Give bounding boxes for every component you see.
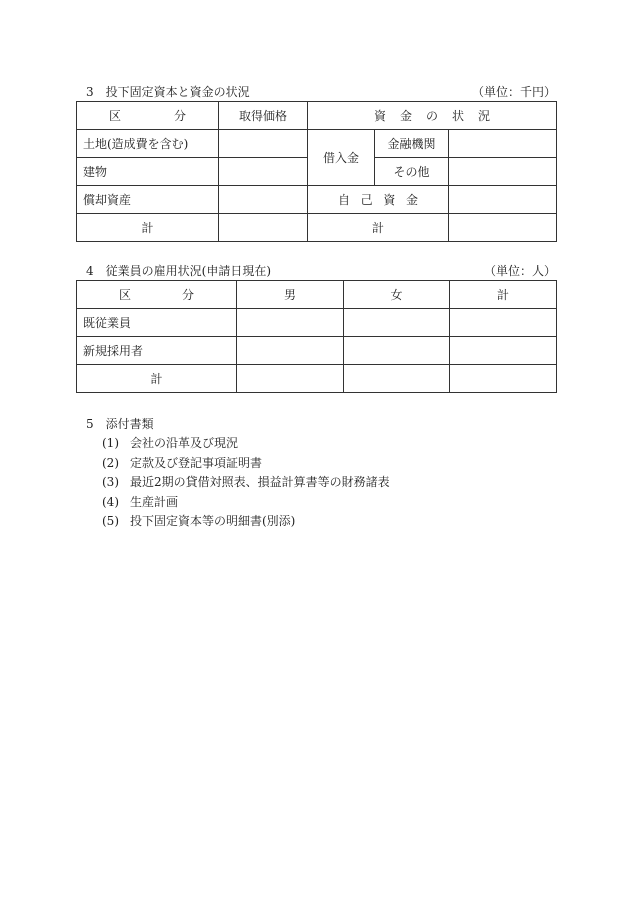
header-funds-char: 資 xyxy=(374,109,387,123)
other-loans-label: その他 xyxy=(375,158,449,186)
item-number: (3) xyxy=(102,475,119,489)
table-row xyxy=(77,130,557,158)
cell-land-price[interactable] xyxy=(219,130,308,158)
item-text: 会社の沿革及び現況 xyxy=(130,436,239,450)
section3-unit: （単位：千円） xyxy=(471,85,556,99)
cell-financial-institution-amount[interactable] xyxy=(449,130,557,158)
list-item xyxy=(102,434,390,454)
table-row xyxy=(77,186,557,214)
cell-own-funds-amount[interactable] xyxy=(449,186,557,214)
section5-title: 5 添付書類 xyxy=(86,417,154,431)
table-row xyxy=(77,281,557,309)
cell-existing-total[interactable] xyxy=(450,309,557,337)
section4-header xyxy=(86,262,556,280)
employment-table xyxy=(76,280,557,393)
cell-new-hires-total[interactable] xyxy=(450,337,557,365)
cell-funds-total-amount[interactable] xyxy=(449,214,557,242)
item-text: 生産計画 xyxy=(130,494,179,509)
own-funds-char: 金 xyxy=(405,193,418,207)
table-row xyxy=(77,102,557,130)
row-label-existing: 既従業員 xyxy=(77,309,237,337)
cell-existing-female[interactable] xyxy=(344,309,450,337)
header-acquisition-price: 取得価格 xyxy=(219,102,308,130)
item-text: 最近2期の貸借対照表、損益計算書等の財務諸表 xyxy=(130,475,390,489)
header-male: 男 xyxy=(237,281,344,309)
header-kubun-1: 区 xyxy=(119,288,132,302)
own-funds-char: 自 xyxy=(338,193,351,207)
item-number: (2) xyxy=(102,455,119,470)
loans-label: 借入金 xyxy=(308,130,375,186)
table-row xyxy=(77,337,557,365)
attachments-section xyxy=(86,414,390,532)
capital-funds-table xyxy=(76,101,557,242)
row-label-building: 建物 xyxy=(77,158,219,186)
header-kubun-2: 分 xyxy=(173,109,186,123)
section4-title: 4 従業員の雇用状況(申請日現在) xyxy=(86,264,271,278)
item-text: 定款及び登記事項証明書 xyxy=(130,455,263,470)
item-number: (5) xyxy=(102,514,119,528)
table-row xyxy=(77,214,557,242)
cell-building-price[interactable] xyxy=(219,158,308,186)
row-label-new-hires: 新規採用者 xyxy=(77,337,237,365)
financial-institution-label: 金融機関 xyxy=(375,130,449,158)
cell-new-hires-female[interactable] xyxy=(344,337,450,365)
header-kubun-2: 分 xyxy=(181,288,194,302)
header-female: 女 xyxy=(344,281,450,309)
attachments-list xyxy=(86,434,390,532)
row-label-depreciable: 償却資産 xyxy=(77,186,219,214)
header-kubun xyxy=(77,102,219,130)
funds-total-label: 計 xyxy=(308,214,449,242)
table-row xyxy=(77,309,557,337)
section3-title: 3 投下固定資本と資金の状況 xyxy=(86,85,250,99)
item-number: (4) xyxy=(102,494,119,509)
own-funds-label xyxy=(308,186,449,214)
row-label-land: 土地(造成費を含む) xyxy=(77,130,219,158)
list-item xyxy=(102,512,390,532)
cell-total-total[interactable] xyxy=(450,365,557,393)
cell-total-male[interactable] xyxy=(237,365,344,393)
row-label-total: 計 xyxy=(77,214,219,242)
item-text: 投下固定資本等の明細書(別添) xyxy=(130,514,296,528)
cell-depreciable-price[interactable] xyxy=(219,186,308,214)
list-item xyxy=(102,493,390,513)
header-kubun-1: 区 xyxy=(109,109,122,123)
header-total: 計 xyxy=(450,281,557,309)
header-kubun xyxy=(77,281,237,309)
cell-total-female[interactable] xyxy=(344,365,450,393)
table-row xyxy=(77,365,557,393)
header-funds-char: 状 xyxy=(451,109,464,123)
header-funds-char: 金 xyxy=(399,109,412,123)
row-label-total: 計 xyxy=(77,365,237,393)
own-funds-char: 己 xyxy=(360,193,373,207)
cell-existing-male[interactable] xyxy=(237,309,344,337)
cell-total-price[interactable] xyxy=(219,214,308,242)
header-funds-char: 況 xyxy=(477,109,490,123)
item-number: (1) xyxy=(102,436,119,450)
header-funds-char: の xyxy=(425,109,438,123)
cell-other-loans-amount[interactable] xyxy=(449,158,557,186)
header-funds-status xyxy=(308,102,557,130)
cell-new-hires-male[interactable] xyxy=(237,337,344,365)
list-item xyxy=(102,454,390,474)
list-item xyxy=(102,473,390,493)
section3-header xyxy=(86,83,556,101)
section4-unit: （単位：人） xyxy=(483,264,556,278)
own-funds-char: 資 xyxy=(383,193,396,207)
